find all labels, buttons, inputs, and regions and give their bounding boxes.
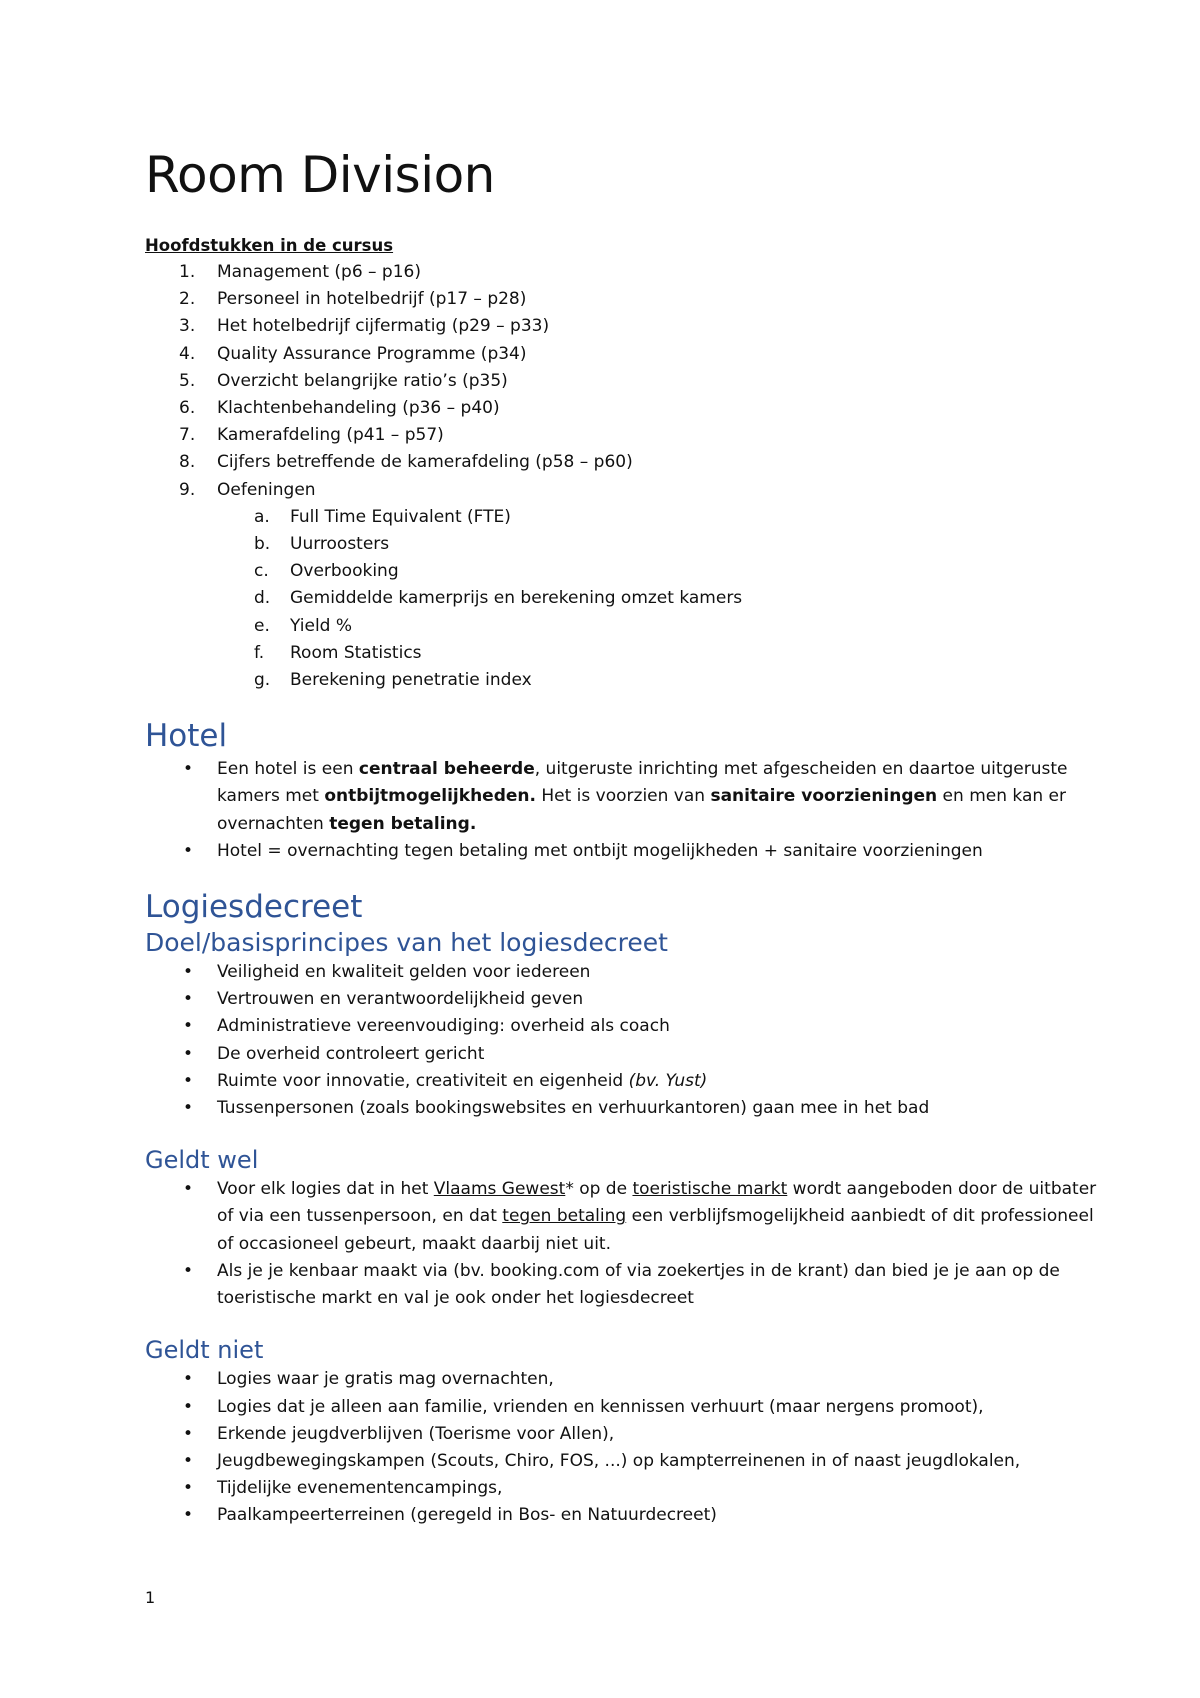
list-item: [145, 1394, 1105, 1421]
logiesdecreet-heading: Logiesdecreet: [145, 889, 363, 926]
list-item: [145, 1068, 1105, 1095]
toc-subitem-text: Berekening penetratie index: [290, 670, 532, 691]
list-item: [145, 756, 1105, 838]
toc-item-number: 7.: [179, 425, 196, 446]
geldt-wel-heading: Geldt wel: [145, 1146, 259, 1175]
list-item: [145, 959, 1105, 986]
underlined-run: tegen betaling: [502, 1206, 627, 1227]
list-item: [145, 1095, 1105, 1122]
text-run: Een hotel is een: [217, 759, 359, 780]
text-run: Vertrouwen en verantwoordelijkheid geven: [217, 989, 584, 1010]
bullet-icon: •: [183, 1016, 194, 1037]
hotel-list: [145, 756, 1105, 865]
geldt-niet-heading: Geldt niet: [145, 1336, 264, 1365]
list-item: [145, 1366, 1105, 1393]
toc-subitem-text: Gemiddelde kamerprijs en berekening omzet kamers: [290, 588, 743, 609]
text-run: Tijdelijke evenementencampings,: [217, 1478, 503, 1499]
text-run: Hotel = overnachting tegen betaling met ontbijt mogelijkheden + sanitaire voorzieningen: [217, 840, 983, 861]
bullet-icon: •: [183, 1098, 194, 1119]
underlined-run: toeristische markt: [632, 1179, 788, 1200]
hotel-heading: Hotel: [145, 718, 228, 755]
toc-item: [145, 341, 1105, 368]
toc-subitem-letter: c.: [254, 561, 269, 582]
list-item: [145, 1502, 1105, 1529]
toc-item-number: 2.: [179, 289, 196, 310]
toc-item-number: 6.: [179, 398, 196, 419]
text-run: wordt aangeboden door de uitbater of via een tussenpersoon, en dat: [217, 1179, 1097, 1227]
toc-item-text: Quality Assurance Programme (p34): [217, 343, 527, 364]
list-item: [145, 1176, 1105, 1258]
list-item: [145, 1258, 1105, 1312]
toc-subitem: [145, 585, 1105, 612]
text-run: Logies dat je alleen aan familie, vrienden en kennissen verhuurt (maar nergens promoot),: [217, 1396, 984, 1417]
toc-item-number: 3.: [179, 316, 196, 337]
bullet-icon: •: [183, 1396, 194, 1417]
bullet-icon: •: [183, 1505, 194, 1526]
toc-subitem: [145, 558, 1105, 585]
toc-subitem: [145, 667, 1105, 694]
toc-subitem-letter: d.: [254, 588, 271, 609]
doel-heading: Doel/basisprincipes van het logiesdecreet: [145, 928, 668, 958]
bullet-icon: •: [183, 1260, 194, 1281]
list-item: [145, 838, 1105, 865]
toc-subitem-text: Uurroosters: [290, 534, 390, 555]
bullet-icon: •: [183, 1179, 194, 1200]
toc-item: [145, 259, 1105, 286]
toc-subitem: [145, 531, 1105, 558]
toc-subitem-letter: f.: [254, 642, 265, 663]
toc-item-number: 1.: [179, 262, 196, 282]
bold-run: centraal beheerde: [358, 759, 535, 780]
geldt-wel-list: [145, 1176, 1105, 1312]
text-run: Paalkampeerterreinen (geregeld in Bos- en Natuurdecreet): [217, 1505, 717, 1526]
text-run: Veiligheid en kwaliteit gelden voor iedereen: [217, 962, 591, 983]
toc-item-text: Het hotelbedrijf cijfermatig (p29 – p33): [217, 316, 550, 337]
toc-item: [145, 313, 1105, 340]
page-content: [145, 142, 1105, 1530]
text-run: Jeugdbewegingskampen (Scouts, Chiro, FOS, ...) op kampterreinenen in of naast jeugdlokalen,: [217, 1450, 1021, 1471]
doel-list: [145, 959, 1105, 1122]
toc-item-text: Management (p6 – p16): [217, 262, 421, 282]
text-run: De overheid controleert gericht: [217, 1043, 485, 1064]
text-run: Voor elk logies dat in het: [217, 1179, 434, 1200]
text-run: Ruimte voor innovatie, creativiteit en eigenheid: [217, 1070, 629, 1091]
list-item: [145, 1421, 1105, 1448]
list-item: [145, 986, 1105, 1013]
toc-subitem: [145, 640, 1105, 667]
toc-item-number: 4.: [179, 343, 196, 364]
page-number: 1: [145, 1588, 156, 1607]
bullet-icon: •: [183, 1423, 194, 1444]
toc-subitem-letter: a.: [254, 506, 270, 527]
toc-item: [145, 368, 1105, 395]
toc-item-text: Overzicht belangrijke ratio’s (p35): [217, 370, 508, 391]
underlined-run: Vlaams Gewest: [433, 1179, 566, 1200]
list-item: [145, 1041, 1105, 1068]
toc-subitem-text: Room Statistics: [290, 642, 422, 663]
toc-item-text: Oefeningen: [217, 479, 316, 500]
toc-item: [145, 477, 1105, 695]
document-title: Room Division: [145, 146, 495, 204]
toc-item: [145, 422, 1105, 449]
list-item: [145, 1448, 1105, 1475]
toc-item-number: 9.: [179, 479, 196, 500]
toc-list: [145, 259, 1105, 694]
text-run: een verblijfsmogelijkheid aanbiedt of dit professioneel of occasioneel gebeurt, maakt daarbij niet uit.: [217, 1206, 1094, 1254]
toc-subitem-letter: g.: [254, 670, 271, 691]
bullet-icon: •: [183, 840, 194, 861]
list-item: [145, 1475, 1105, 1502]
text-run: , uitgeruste inrichting met afgescheiden en daartoe uitgeruste kamers met: [217, 759, 1068, 807]
toc-item: [145, 286, 1105, 313]
bullet-icon: •: [183, 962, 194, 983]
bullet-icon: •: [183, 1478, 194, 1499]
toc-item-text: Klachtenbehandeling (p36 – p40): [217, 398, 500, 419]
bullet-icon: •: [183, 989, 194, 1010]
toc-subitem-text: Full Time Equivalent (FTE): [290, 506, 511, 527]
toc-item: [145, 395, 1105, 422]
toc-item-number: 8.: [179, 452, 196, 473]
toc-item: [145, 449, 1105, 476]
bullet-icon: •: [183, 1043, 194, 1064]
bullet-icon: •: [183, 1369, 194, 1390]
text-run: * op de: [565, 1179, 633, 1200]
italic-run: (bv. Yust): [628, 1070, 708, 1091]
text-run: Logies waar je gratis mag overnachten,: [217, 1369, 554, 1390]
toc-subitem: [145, 613, 1105, 640]
bullet-icon: •: [183, 1070, 194, 1091]
text-run: Erkende jeugdverblijven (Toerisme voor Allen),: [217, 1423, 615, 1444]
text-run: Tussenpersonen (zoals bookingswebsites en verhuurkantoren) gaan mee in het bad: [217, 1098, 930, 1119]
geldt-niet-list: [145, 1366, 1105, 1529]
toc-item-text: Kamerafdeling (p41 – p57): [217, 425, 444, 446]
bold-run: tegen betaling.: [329, 813, 477, 834]
bold-run: sanitaire voorzieningen: [710, 786, 938, 807]
toc-subitem-letter: b.: [254, 534, 271, 555]
toc-item-number: 5.: [179, 370, 196, 391]
text-run: Het is voorzien van: [535, 786, 711, 807]
bold-run: ontbijtmogelijkheden.: [324, 786, 536, 807]
toc-heading: Hoofdstukken in de cursus: [145, 236, 394, 255]
text-run: en men kan er overnachten: [217, 786, 1066, 834]
text-run: Als je je kenbaar maakt via (bv. booking.com of via zoekertjes in de krant) dan bied je je aan op de toeristische markt en val je ook onder het logiesdecreet: [217, 1260, 1060, 1309]
toc-item-text: Personeel in hotelbedrijf (p17 – p28): [217, 289, 527, 310]
bullet-icon: •: [183, 759, 194, 780]
toc-subitem-letter: e.: [254, 615, 270, 636]
toc-subitem: [145, 504, 1105, 531]
text-run: Administratieve vereenvoudiging: overheid als coach: [217, 1016, 670, 1037]
toc-subitem-text: Yield %: [290, 615, 353, 636]
bullet-icon: •: [183, 1450, 194, 1471]
toc-subitem-text: Overbooking: [290, 561, 399, 582]
toc-item-text: Cijfers betreffende de kamerafdeling (p58 – p60): [217, 452, 633, 473]
toc-sublist: [217, 504, 1105, 694]
list-item: [145, 1013, 1105, 1040]
